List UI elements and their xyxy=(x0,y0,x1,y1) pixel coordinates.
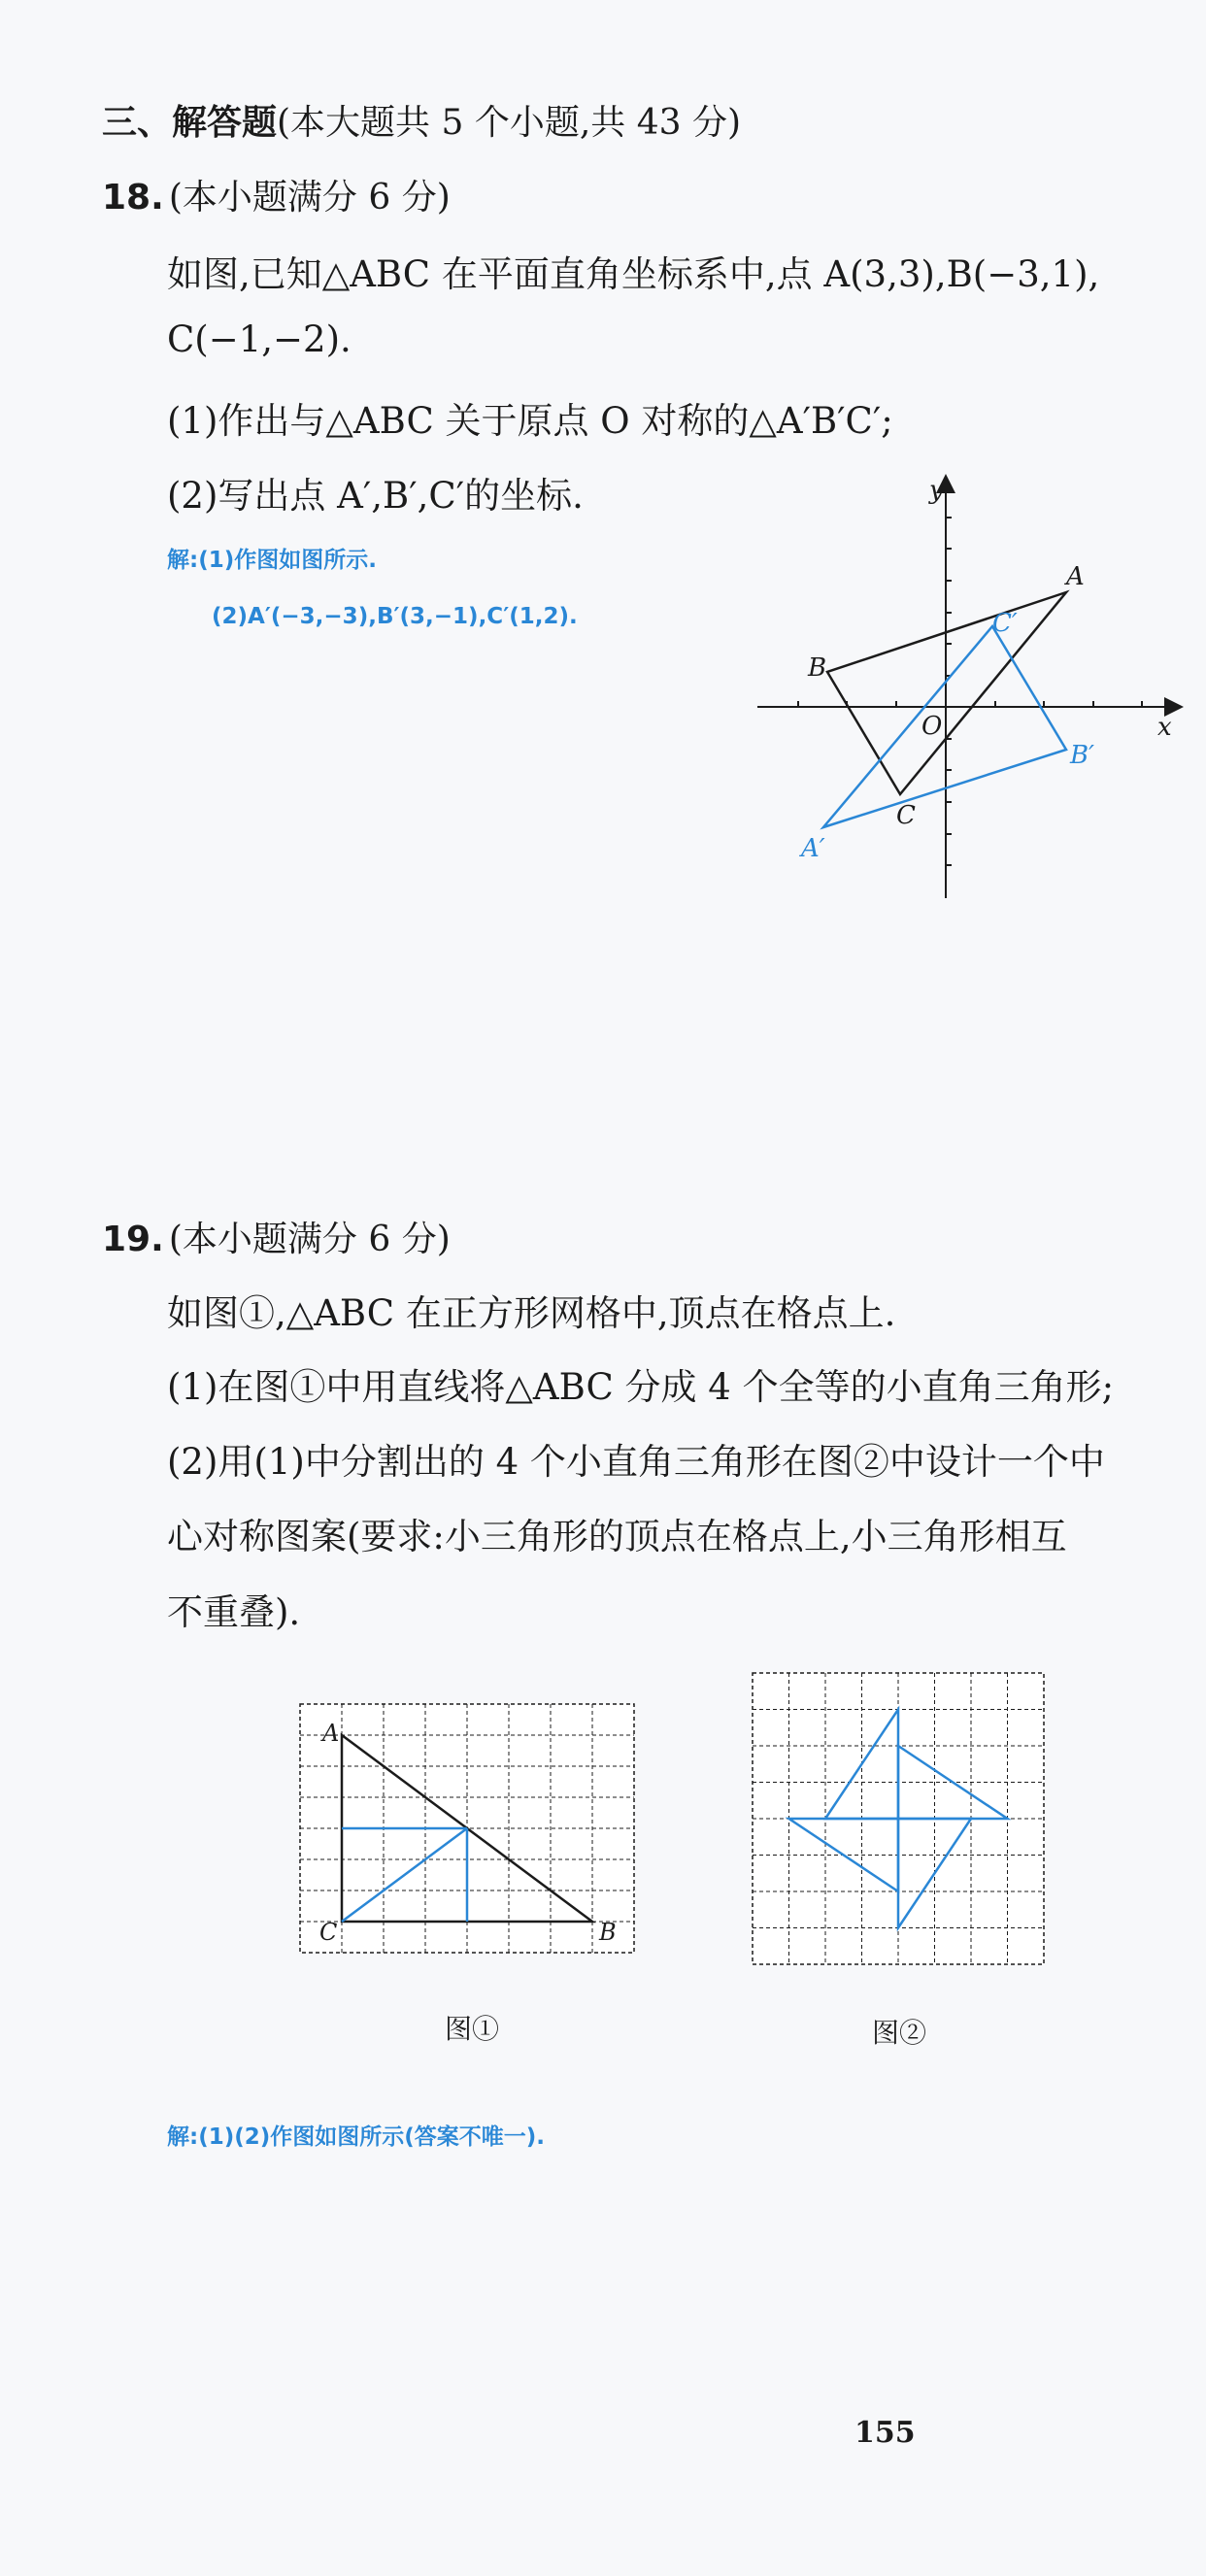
point-c-label: C xyxy=(896,801,916,830)
fig2-caption: 图② xyxy=(872,2017,927,2049)
q19-answer: 解:(1)(2)作图如图所示(答案不唯一). xyxy=(167,2124,546,2150)
q18-part1: (1)作出与△ABC 关于原点 O 对称的△A′B′C′; xyxy=(167,400,893,442)
point-b-prime-label: B′ xyxy=(1070,741,1095,770)
point-a-prime-label: A′ xyxy=(801,834,825,863)
point-a-label: A xyxy=(1066,562,1085,591)
fig1-label-c: C xyxy=(319,1919,338,1946)
page-number: 155 xyxy=(854,2416,916,2450)
q19-score: (本小题满分 6 分) xyxy=(168,1220,451,1259)
q18-score: (本小题满分 6 分) xyxy=(168,178,451,217)
q19-part2-line1: (2)用(1)中分割出的 4 个小直角三角形在图②中设计一个中 xyxy=(167,1441,1105,1483)
q18-part2: (2)写出点 A′,B′,C′的坐标. xyxy=(167,475,584,517)
q19-line1: 如图①,△ABC 在正方形网格中,顶点在格点上. xyxy=(167,1292,896,1334)
fig1-caption: 图① xyxy=(445,2013,500,2045)
origin-label: O xyxy=(921,712,943,741)
x-label: x xyxy=(1157,713,1172,742)
q19-part2-line3: 不重叠). xyxy=(167,1591,301,1633)
q19-part1: (1)在图①中用直线将△ABC 分成 4 个全等的小直角三角形; xyxy=(167,1366,1115,1408)
q18-number: 18. xyxy=(102,178,164,217)
fig1-label-b: B xyxy=(599,1919,617,1946)
fig1-label-a: A xyxy=(322,1720,340,1747)
q19-figure-2 xyxy=(748,1668,1049,1969)
q18-line1: 如图,已知△ABC 在平面直角坐标系中,点 A(3,3),B(−3,1), xyxy=(167,253,1100,295)
section-title: 三、解答题(本大题共 5 个小题,共 43 分) xyxy=(102,103,742,143)
q18-answer-1: 解:(1)作图如图所示. xyxy=(167,548,377,573)
q19-figure-1 xyxy=(291,1699,641,1971)
point-b-label: B xyxy=(808,653,827,683)
q19-heading xyxy=(102,1212,451,1261)
q19-number: 19. xyxy=(102,1220,164,1259)
q18-answer-2: (2)A′(−3,−3),B′(3,−1),C′(1,2). xyxy=(212,604,578,629)
point-c-prime-label: C′ xyxy=(992,609,1018,638)
q18-line2: C(−1,−2). xyxy=(167,318,352,360)
q19-part2-line2: 心对称图案(要求:小三角形的顶点在格点上,小三角形相互 xyxy=(167,1516,1067,1557)
y-label: y xyxy=(929,476,944,505)
